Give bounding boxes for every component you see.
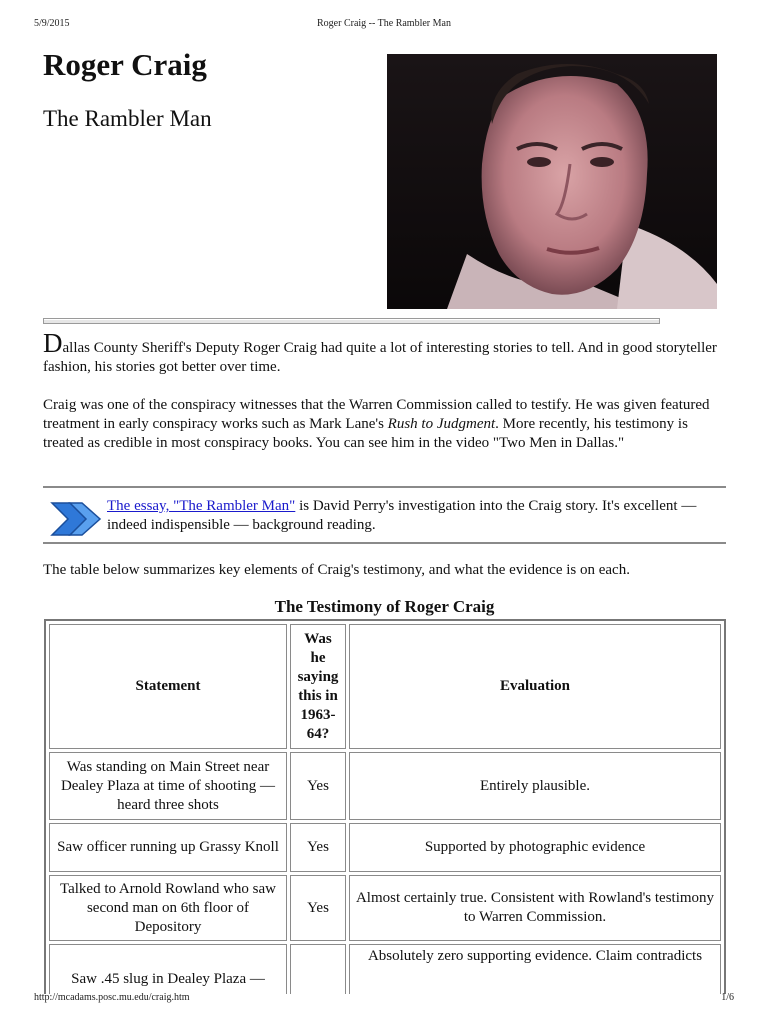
evaluation-cell: Entirely plausible. xyxy=(349,752,721,820)
portrait-photo xyxy=(387,54,717,309)
print-date: 5/9/2015 xyxy=(34,18,70,29)
print-page-number: 1/6 xyxy=(721,992,734,1003)
table-row xyxy=(49,944,721,994)
intro-paragraph xyxy=(43,328,725,377)
statement-cell: Saw .45 slug in Dealey Plaza — xyxy=(49,944,287,994)
horizontal-rule xyxy=(43,318,660,324)
print-footer xyxy=(34,992,734,1006)
paragraph-text: . More recently, his testimony is treated as credible in most conspiracy books. You can see him in the video "Two Men in Dallas." xyxy=(43,416,688,451)
rambler-man-essay-link[interactable]: The essay, "The Rambler Man" xyxy=(107,498,296,514)
double-chevron-arrow-icon xyxy=(48,498,104,540)
book-title: Rush to Judgment xyxy=(387,416,496,432)
answer-cell: Yes xyxy=(290,875,346,941)
statement-cell: Saw officer running up Grassy Knoll xyxy=(49,823,287,872)
statement-cell: Talked to Arnold Rowland who saw second man on 6th floor of Depository xyxy=(49,875,287,941)
answer-cell xyxy=(290,944,346,994)
print-url: http://mcadams.posc.mu.edu/craig.htm xyxy=(34,992,190,1003)
answer-cell: Yes xyxy=(290,823,346,872)
table-intro: The table below summarizes key elements of Craig's testimony, and what the evidence is on each. xyxy=(43,562,630,578)
table-header-row xyxy=(49,624,721,749)
header-evaluation: Evaluation xyxy=(349,624,721,749)
table-row xyxy=(49,752,721,820)
testimony-table xyxy=(46,621,724,994)
print-header xyxy=(34,18,734,32)
page-title: Roger Craig xyxy=(43,47,207,82)
page-subtitle: The Rambler Man xyxy=(43,106,212,131)
evaluation-cell: Supported by photographic evidence xyxy=(349,823,721,872)
intro-paragraph-text: allas County Sheriff's Deputy Roger Craig had quite a lot of interesting stories to tell. And in good storyteller fashion, his stories got better over time. xyxy=(43,340,717,375)
portrait-illustration xyxy=(387,54,717,309)
evaluation-cell: Almost certainly true. Consistent with Rowland's testimony to Warren Commission. xyxy=(349,875,721,941)
statement-cell: Was standing on Main Street near Dealey Plaza at time of shooting — heard three shots xyxy=(49,752,287,820)
answer-cell: Yes xyxy=(290,752,346,820)
table-row xyxy=(49,823,721,872)
paragraph-text: Craig was one of the conspiracy witnesses that the Warren Commission called to testify. He was given featured treatment in early conspiracy works such as Mark Lane's xyxy=(43,397,710,432)
evaluation-cell: Absolutely zero supporting evidence. Claim contradicts xyxy=(349,944,721,994)
testimony-table-frame xyxy=(44,619,726,994)
warren-commission-paragraph xyxy=(43,396,725,453)
callout-text xyxy=(107,497,719,535)
print-page-title: Roger Craig -- The Rambler Man xyxy=(317,18,451,29)
header-was-he-saying: Was he saying this in 1963-64? xyxy=(290,624,346,749)
table-row xyxy=(49,875,721,941)
drop-cap: D xyxy=(43,328,63,358)
callout-description: is David Perry's investigation into the Craig story. It's excellent — indeed indispensible — background reading. xyxy=(107,498,697,533)
essay-callout xyxy=(43,486,726,544)
table-caption: The Testimony of Roger Craig xyxy=(274,597,495,616)
header-statement: Statement xyxy=(49,624,287,749)
